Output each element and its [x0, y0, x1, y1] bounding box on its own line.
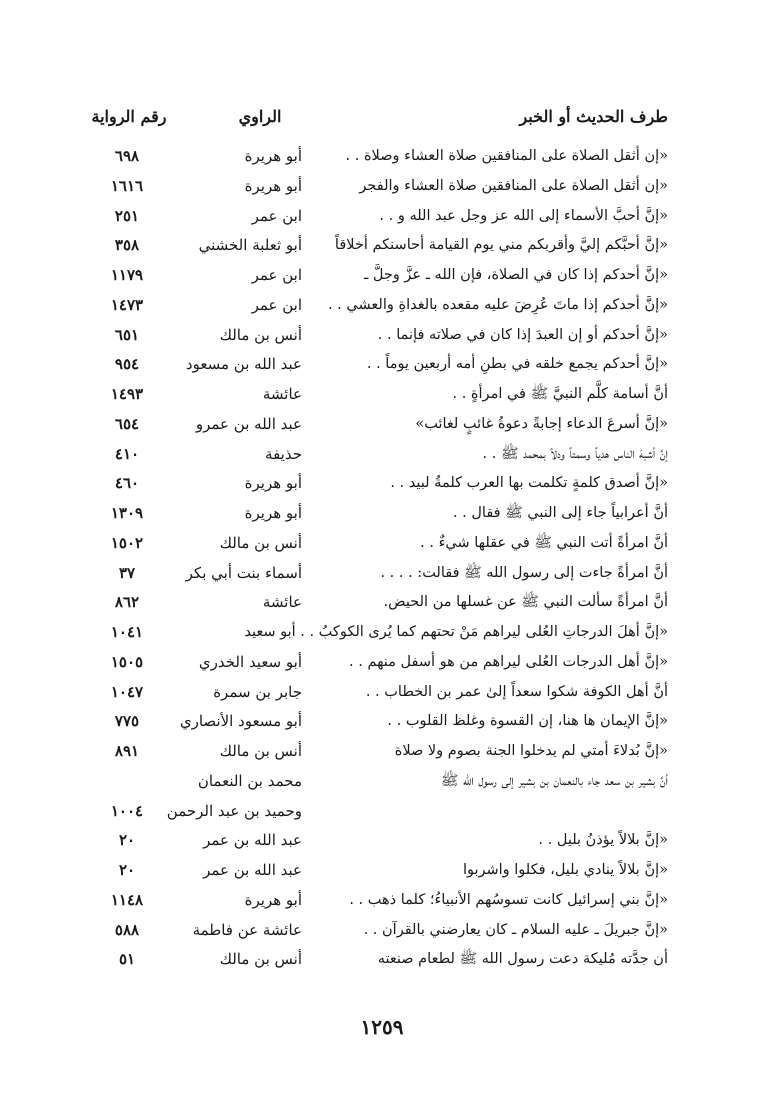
table-row: [0, 886, 764, 916]
table-row: [0, 588, 764, 618]
hadith-text: أنَّ أهل الكوفة شكوا سعداً إلىٰ عمر بن الخطاب . .: [365, 683, 668, 700]
table-row: [0, 469, 764, 499]
hadith-text: «إنَّ أحبَّ الأسماء إلى الله عز وجل عبد الله و . .: [379, 207, 668, 224]
narrator-name: ابن عمر: [251, 266, 302, 284]
table-row: [0, 172, 764, 202]
narrator-name: أبو هريرة: [244, 504, 302, 522]
narration-number: ١٤٩٣: [110, 385, 144, 403]
narrator-name: أبو ثعلبة الخشني: [198, 236, 302, 255]
narrator-name: أبو هريرة: [244, 176, 302, 195]
narration-number: ١٣٠٩: [110, 504, 144, 522]
narration-number: ١٠٠٤: [110, 801, 144, 820]
table-row: [0, 291, 764, 321]
narration-number: ٧٧٥: [114, 712, 140, 731]
narrator-name: أبو مسعود الأنصاري: [179, 712, 302, 731]
table-row: [0, 559, 764, 589]
table-row: [0, 916, 764, 946]
narrator-name: وحميد بن عبد الرحمن: [166, 801, 302, 820]
table-row: [0, 678, 764, 708]
hadith-text: «إنَّ أحدكم إذا ماتَ عُرِضَ عليه مقعده بالغداةِ والعشي . .: [327, 296, 668, 313]
hadith-text: «إنَّ أحدكم أو إن العبدَ إذا كان في صلاته فإنما . .: [377, 326, 668, 343]
narration-number: ١٦١٦: [110, 176, 144, 195]
narrator-name: عائشة عن فاطمة: [192, 920, 302, 939]
narrator-name: أبو هريرة: [244, 147, 302, 165]
narration-number: ٥١: [118, 950, 136, 969]
table-row: [0, 945, 764, 975]
narrator-name: عائشة: [262, 593, 302, 612]
hadith-text: «إنَّ جبريلَ ـ عليه السلام ـ كان يعارضني بالقرآن . .: [363, 921, 668, 938]
narration-number: ١١٧٩: [110, 266, 144, 284]
narration-number: ٨٦٢: [114, 593, 140, 612]
hadith-text: «إنَّ بُدلاءَ أمتي لم يدخلوا الجنة بصوم ولا صلاة: [394, 743, 668, 759]
narration-number: ٤٦٠: [114, 474, 140, 493]
narrator-name: عائشة: [262, 385, 302, 403]
narrator-name: أنس بن مالك: [219, 742, 302, 760]
hadith-text: أنَّ أعرابياً جاء إلى النبي ﷺ فقال . .: [452, 505, 668, 521]
narration-number: ٩٥٤: [114, 355, 140, 374]
hadith-text: «إنَّ أحدكم يجمع خلقه في بطنِ أمه أربعين يوماً . .: [366, 356, 668, 373]
table-row: [0, 737, 764, 767]
table-row: [0, 767, 764, 797]
hadith-text: «إنَّ بلالاً ينادي بليل، فكلوا واشربوا: [462, 862, 668, 878]
narration-number: ٦٥٤: [114, 414, 140, 433]
narrator-name: عبد الله بن عمر: [203, 831, 302, 850]
narrator-name: أنس بن مالك: [219, 325, 302, 344]
narrator-name: ابن عمر: [251, 295, 302, 314]
table-row: [0, 826, 764, 856]
table-row: [0, 261, 764, 291]
narrator-name: أبو هريرة: [244, 890, 302, 909]
narrator-name: أبو هريرة: [244, 474, 302, 493]
table-row: [0, 350, 764, 380]
hadith-text: أنَّ امرأةً سألت النبي ﷺ عن غسلها من الحيض.: [383, 594, 668, 611]
narrator-name: عبد الله بن عمر: [203, 861, 302, 879]
hadith-text: «إنَّ أحدكم إذا كان في الصلاة، فإن الله ـ عزَّ وجلَّ ـ: [364, 267, 668, 283]
hadith-text: «إنَّ أحبَّكم إليَّ وأقربكم مني يوم القيامة أحاسنكم أخلاقاً: [334, 237, 668, 254]
table-row: [0, 440, 764, 470]
table-row: [0, 499, 764, 529]
hadith-text: أنَّ بشير بن سعد جاء بالنعمان بن بشير إلى رسول الله ﷺ: [440, 772, 668, 789]
hadith-text: «إن أثقل الصلاة على المنافقين صلاة العشاء والفجر: [359, 177, 668, 194]
table-row: [0, 856, 764, 886]
header-narrator: الراوي: [238, 107, 282, 126]
narration-number: ١٠٤٧: [110, 682, 144, 701]
hadith-text: أنَّ امرأةً أتت النبي ﷺ في عقلها شيءٌ . .: [420, 534, 668, 551]
narration-number: ٦٩٨: [114, 147, 140, 165]
narrator-name: عبد الله بن مسعود: [185, 355, 302, 374]
narration-number: ٣٥٨: [114, 236, 140, 255]
narration-number: ١١٤٨: [110, 890, 144, 909]
narration-number: ٣٧: [118, 563, 136, 582]
hadith-text: «إنَّ أهلَ الدرجاتِ العُلى ليراهم مَنْ تحتهم كما يُرى الكوكبُ . . أبو سعيد: [244, 624, 668, 640]
table-row: [0, 142, 764, 172]
hadith-text: «إنَّ بلالاً يؤذنُ بليل . .: [538, 832, 668, 849]
narration-number: ١٥٠٥: [110, 652, 144, 671]
narration-number: ٢٠: [118, 861, 136, 879]
hadith-text: أن جدَّته مُليكة دعت رسول الله ﷺ لطعام صنعته: [377, 951, 668, 968]
narrator-name: ابن عمر: [251, 206, 302, 225]
table-row: [0, 321, 764, 351]
hadith-text: إنَّ أشبهَ الناس هدياً وسمتاً ودلاً بمحمد ﷺ . .: [482, 445, 668, 462]
table-row: [0, 797, 764, 827]
narrator-name: [142, 618, 302, 648]
narration-number: ٦٥١: [114, 325, 140, 344]
hadith-text: «إن أثقل الصلاة على المنافقين صلاة العشاء وصلاة . .: [345, 148, 668, 164]
header-narration-number: رقم الرواية: [91, 107, 167, 126]
table-row: [0, 648, 764, 678]
narration-number: ٨٩١: [114, 742, 140, 760]
narrator-name: عبد الله بن عمرو: [195, 414, 302, 433]
narration-number: ٢٥١: [114, 206, 140, 225]
narration-number: ١٠٤١: [110, 623, 144, 641]
narration-number: [96, 767, 158, 797]
narrator-name: حذيفة: [265, 444, 302, 463]
header-hadith: طرف الحديث أو الخبر: [519, 107, 668, 126]
narrator-name: جابر بن سمرة: [213, 682, 302, 701]
page-number: ١٢٥٩: [360, 1015, 404, 1039]
table-row: [0, 410, 764, 440]
narrator-name: محمد بن النعمان: [197, 771, 302, 790]
hadith-text: «إنَّ أصدق كلمةٍ تكلمت بها العرب كلمةُ لبيد . .: [390, 475, 668, 492]
narrator-name: أسماء بنت أبي بكر: [185, 563, 302, 582]
hadith-text: «إنَّ أهل الدرجات العُلى ليراهم من هو أسفل منهم . .: [349, 653, 668, 670]
hadith-text: أنَّ امرأةً جاءت إلى رسول الله ﷺ فقالت: . . . .: [380, 564, 668, 581]
narration-number: ٥٨٨: [114, 920, 140, 939]
narration-number: ١٥٠٢: [110, 533, 144, 552]
table-row: [0, 202, 764, 232]
narrator-name: أنس بن مالك: [219, 950, 302, 969]
table-header: [0, 104, 764, 130]
narration-number: ٢٠: [118, 831, 136, 850]
table-row: [0, 380, 764, 410]
table-row: [0, 231, 764, 261]
hadith-text: «إنَّ الإيمان ها هنا، إن القسوة وغلظ القلوب . .: [387, 713, 668, 730]
narration-number: ٤١٠: [114, 444, 140, 463]
index-table: [0, 142, 764, 975]
hadith-text: أنَّ أسامة كلَّم النبيَّ ﷺ في امرأةٍ . .: [452, 386, 668, 402]
narrator-name: أبو سعيد الخدري: [198, 652, 302, 671]
narration-number: ١٤٧٣: [110, 295, 144, 314]
table-row: [0, 529, 764, 559]
narrator-name: أنس بن مالك: [219, 533, 302, 552]
table-row: [0, 618, 764, 648]
hadith-text: «إنَّ بني إسرائيل كانت تسوسُهم الأنبياءُ؛ كلما ذهب . .: [349, 891, 668, 908]
table-row: [0, 707, 764, 737]
hadith-text: [298, 797, 668, 827]
hadith-text: «إنَّ أسرعَ الدعاء إجابةً دعوةُ غائبٍ لغائب»: [415, 415, 668, 432]
